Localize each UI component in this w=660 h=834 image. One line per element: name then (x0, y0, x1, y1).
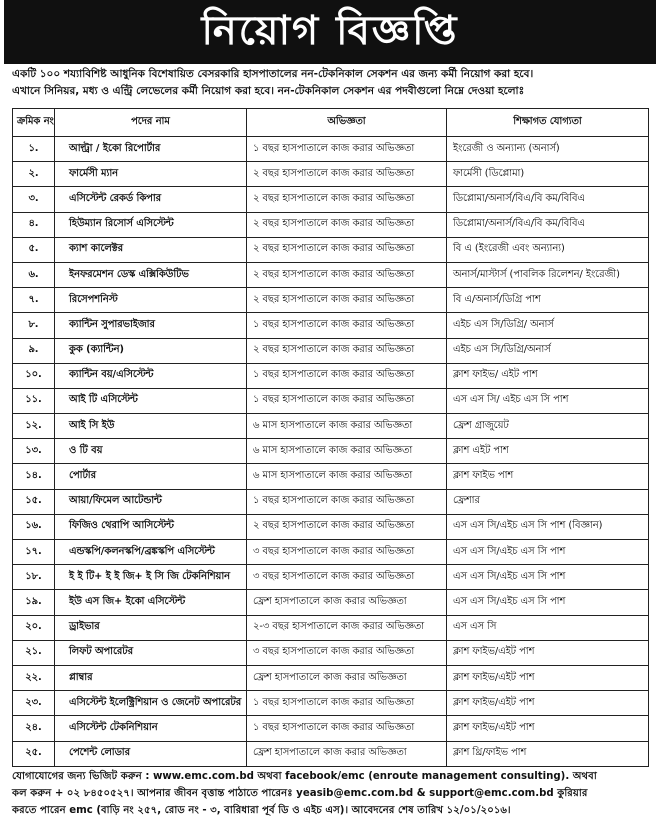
qualification-cell: অনার্স/মাস্টার্স (পাবলিক রিলেশন/ ইংরেজী) (447, 262, 649, 287)
post-name-cell: আয়া/ফিমেল আটেন্ডান্ট (55, 489, 247, 514)
serial-cell: ৪. (13, 212, 55, 237)
table-row (13, 237, 649, 262)
serial-cell: ৭. (13, 288, 55, 313)
experience-cell: ২ বছর হাসপাতালে কাজ করার অভিজ্ঞতা (247, 262, 447, 287)
serial-cell: ২৫. (13, 741, 55, 766)
post-name-cell: আল্ট্রা / ইকো রিপোর্টার (55, 137, 247, 162)
qualification-cell: ডিপ্লোমা/অনার্স/বিএ/বি কম/বিবিএ (447, 187, 649, 212)
job-circular-page (4, 0, 656, 834)
table-row (13, 615, 649, 640)
table-row (13, 363, 649, 388)
post-name-cell: এসিস্টেন্ট টেকনিশিয়ান (55, 716, 247, 741)
experience-cell: ১ বছর হাসপাতালে কাজ করার অভিজ্ঞতা (247, 691, 447, 716)
table-row (13, 388, 649, 413)
experience-cell: ২ বছর হাসপাতালে কাজ করার অভিজ্ঞতা (247, 162, 447, 187)
serial-cell: ১৭. (13, 540, 55, 565)
serial-cell: ৬. (13, 262, 55, 287)
qualification-cell: ক্লাশ ফাইভ/এইট পাশ (447, 640, 649, 665)
serial-cell: ১৯. (13, 590, 55, 615)
post-name-cell: ফিজিও থেরাপি আসিস্টেন্ট (55, 514, 247, 539)
post-name-cell: রিসেপশনিস্ট (55, 288, 247, 313)
post-name-cell: ক্যান্টিন বয়/এসিস্টেন্ট (55, 363, 247, 388)
serial-cell: ১১. (13, 388, 55, 413)
table-header-row (13, 109, 649, 137)
serial-cell: ১৩. (13, 439, 55, 464)
post-name-cell: এসিস্টেন্ট ইলেক্ট্রিশিয়ান ও জেনেট অপারেটর (55, 691, 247, 716)
serial-cell: ১৬. (13, 514, 55, 539)
serial-cell: ২২. (13, 665, 55, 690)
vacancy-table (12, 108, 649, 767)
experience-cell: ফ্রেশ হাসপাতালে কাজ করার অভিজ্ঞতা (247, 741, 447, 766)
footer-line: যোগাযোগের জন্য ভিজিট করুন : www.emc.com.bd অথবা facebook/emc (enroute management consulting). অথবা (12, 771, 597, 782)
table-row (13, 313, 649, 338)
post-name-cell: ই ই টি+ ই ই জি+ ই সি জি টেকনিশিয়ান (55, 565, 247, 590)
post-name-cell: লিফট অপারেটর (55, 640, 247, 665)
table-row (13, 414, 649, 439)
contact-footer (12, 768, 652, 819)
qualification-cell: বি এ/অনার্স/ডিগ্রি পাশ (447, 288, 649, 313)
qualification-cell: এইচ এস সি/ডিগ্রি/অনার্স (447, 338, 649, 363)
qualification-cell: ক্লাশ ফাইভ/এইট পাশ (447, 716, 649, 741)
serial-cell: ৯. (13, 338, 55, 363)
qualification-cell: ইংরেজী ও অন্যান্য (অনার্স) (447, 137, 649, 162)
post-name-cell: ক্যাশ কালেক্টর (55, 237, 247, 262)
table-row (13, 288, 649, 313)
qualification-cell: ক্লাশ এইট পাশ (447, 439, 649, 464)
qualification-cell: ক্লাশ ফাইভ পাশ (447, 464, 649, 489)
table-row (13, 162, 649, 187)
table-row (13, 464, 649, 489)
title-banner (4, 0, 656, 64)
serial-cell: ২১. (13, 640, 55, 665)
table-row (13, 565, 649, 590)
table-row (13, 691, 649, 716)
qualification-cell: এস এস সি/এইচ এস সি পাশ (বিজ্ঞান) (447, 514, 649, 539)
qualification-cell: ফার্মেসী (ডিপ্লোমা) (447, 162, 649, 187)
experience-cell: ২ বছর হাসপাতালে কাজ করার অভিজ্ঞতা (247, 237, 447, 262)
experience-cell: ফ্রেশ হাসপাতালে কাজ করার অভিজ্ঞতা (247, 665, 447, 690)
header-post-name: পদের নাম (55, 109, 247, 137)
table-row (13, 187, 649, 212)
table-row (13, 640, 649, 665)
qualification-cell: ক্লাশ থ্রি/ফাইভ পাশ (447, 741, 649, 766)
intro-paragraph (12, 66, 650, 100)
serial-cell: ২৩. (13, 691, 55, 716)
footer-line: করতে পারেন emc (বাড়ি নং ২৫৭, রোড নং - ৩, বারিধারা পূর্ব ডি ও এইচ এস)। আবেদনের শেষ তারিখ ১২/০১/২০১৬। (12, 805, 511, 816)
experience-cell: ৩ বছর হাসপাতালে কাজ করার অভিজ্ঞতা (247, 565, 447, 590)
qualification-cell: এস এস সি/এইচ এস সি পাশ (447, 590, 649, 615)
qualification-cell: ক্লাশ ফাইভ/এইট পাশ (447, 665, 649, 690)
experience-cell: ১ বছর হাসপাতালে কাজ করার অভিজ্ঞতা (247, 388, 447, 413)
post-name-cell: ফার্মেসী ম্যান (55, 162, 247, 187)
post-name-cell: প্লাম্বার (55, 665, 247, 690)
serial-cell: ১৮. (13, 565, 55, 590)
serial-cell: ৮. (13, 313, 55, 338)
page-title: নিয়োগ বিজ্ঞপ্তি (201, 6, 459, 54)
post-name-cell: আই সি ইউ (55, 414, 247, 439)
post-name-cell: কুক (ক্যান্টিন) (55, 338, 247, 363)
post-name-cell: হিউম্যান রিসোর্স এসিস্টেন্ট (55, 212, 247, 237)
table-row (13, 514, 649, 539)
experience-cell: ১ বছর হাসপাতালে কাজ করার অভিজ্ঞতা (247, 137, 447, 162)
experience-cell: ২-৩ বছর হাসপাতালে কাজ করার অভিজ্ঞতা (247, 615, 447, 640)
intro-line: এখানে সিনিয়র, মধ্য ও এন্ট্রি লেভেলের কর্মী নিয়োগ করা হবে। নন-টেকনিকাল সেকশন এর পদবীগুলো নিম্নে দেওয়া হলোঃ (12, 85, 525, 97)
experience-cell: ২ বছর হাসপাতালে কাজ করার অভিজ্ঞতা (247, 212, 447, 237)
experience-cell: ১ বছর হাসপাতালে কাজ করার অভিজ্ঞতা (247, 313, 447, 338)
qualification-cell: ফ্রেশ গ্রাজুয়েট (447, 414, 649, 439)
qualification-cell: এস এস সি (447, 615, 649, 640)
table-row (13, 489, 649, 514)
qualification-cell: এইচ এস সি/ডিগ্রি/ অনার্স (447, 313, 649, 338)
serial-cell: ২. (13, 162, 55, 187)
post-name-cell: ড্রাইভার (55, 615, 247, 640)
qualification-cell: এস এস সি/এইচ এস সি পাশ (447, 565, 649, 590)
intro-line: একটি ১০০ শয্যাবিশিষ্ট আধুনিক বিশেষায়িত বেসরকারি হাসপাতালের নন-টেকনিকাল সেকশন এর জন্য কর্মী নিয়োগ করা হবে। (12, 68, 534, 80)
serial-cell: ২৪. (13, 716, 55, 741)
serial-cell: ১. (13, 137, 55, 162)
post-name-cell: ও টি বয় (55, 439, 247, 464)
post-name-cell: এন্ডস্কপি/কলনস্কপি/ব্রঙ্কস্কপি এসিস্টেন্ট (55, 540, 247, 565)
serial-cell: ১৪. (13, 464, 55, 489)
table-row (13, 212, 649, 237)
serial-cell: ১২. (13, 414, 55, 439)
experience-cell: ১ বছর হাসপাতালে কাজ করার অভিজ্ঞতা (247, 716, 447, 741)
post-name-cell: পেশেন্ট লোডার (55, 741, 247, 766)
table-row (13, 262, 649, 287)
serial-cell: ২০. (13, 615, 55, 640)
experience-cell: ২ বছর হাসপাতালে কাজ করার অভিজ্ঞতা (247, 338, 447, 363)
qualification-cell: বি এ (ইংরেজী এবং অন্যান্য) (447, 237, 649, 262)
serial-cell: ৫. (13, 237, 55, 262)
serial-cell: ১০. (13, 363, 55, 388)
experience-cell: ১ বছর হাসপাতালে কাজ করার অভিজ্ঞতা (247, 363, 447, 388)
table-row (13, 338, 649, 363)
post-name-cell: আই টি এসিস্টেন্ট (55, 388, 247, 413)
serial-cell: ৩. (13, 187, 55, 212)
post-name-cell: ক্যান্টিন সুপারভাইজার (55, 313, 247, 338)
experience-cell: ২ বছর হাসপাতালে কাজ করার অভিজ্ঞতা (247, 514, 447, 539)
experience-cell: ১ বছর হাসপাতালে কাজ করার অভিজ্ঞতা (247, 489, 447, 514)
experience-cell: ৬ মাস হাসপাতালে কাজ করার অভিজ্ঞতা (247, 414, 447, 439)
experience-cell: ৬ মাস হাসপাতালে কাজ করার অভিজ্ঞতা (247, 439, 447, 464)
qualification-cell: ক্লাশ ফাইভ/এইট পাশ (447, 691, 649, 716)
experience-cell: ৩ বছর হাসপাতালে কাজ করার অভিজ্ঞতা (247, 640, 447, 665)
table-row (13, 137, 649, 162)
table-row (13, 665, 649, 690)
table-row (13, 741, 649, 766)
table-row (13, 439, 649, 464)
serial-cell: ১৫. (13, 489, 55, 514)
qualification-cell: ক্লাশ ফাইভ/ এইট পাশ (447, 363, 649, 388)
footer-line: কল করুন + ০২ ৮৪৫০৫২৭। আপনার জীবন বৃত্তান্ত পাঠাতে পারেনঃ yeasib@emc.com.bd & support@emc.com.bd কুরিয়ার (12, 788, 588, 799)
table-row (13, 590, 649, 615)
post-name-cell: ইনফরমেশন ডেস্ক এক্সিকিউটিভ (55, 262, 247, 287)
experience-cell: ৩ বছর হাসপাতালে কাজ করার অভিজ্ঞতা (247, 540, 447, 565)
experience-cell: ২ বছর হাসপাতালে কাজ করার অভিজ্ঞতা (247, 187, 447, 212)
post-name-cell: পোর্টার (55, 464, 247, 489)
table-row (13, 716, 649, 741)
post-name-cell: এসিস্টেন্ট রেকর্ড কিপার (55, 187, 247, 212)
header-qualification: শিক্ষাগত যোগ্যতা (447, 109, 649, 137)
qualification-cell: এস এস সি/এইচ এস সি পাশ (447, 540, 649, 565)
qualification-cell: ডিপ্লোমা/অনার্স/বিএ/বি কম/বিবিএ (447, 212, 649, 237)
experience-cell: ফ্রেশ হাসপাতালে কাজ করার অভিজ্ঞতা (247, 590, 447, 615)
table-row (13, 540, 649, 565)
experience-cell: ২ বছর হাসপাতালে কাজ করার অভিজ্ঞতা (247, 288, 447, 313)
header-experience: অভিজ্ঞতা (247, 109, 447, 137)
header-serial: ক্রমিক নং (13, 109, 55, 137)
qualification-cell: এস এস সি/ এইচ এস সি পাশ (447, 388, 649, 413)
post-name-cell: ইউ এস জি+ ইকো এসিস্টেন্ট (55, 590, 247, 615)
qualification-cell: ফ্রেশার (447, 489, 649, 514)
experience-cell: ৬ মাস হাসপাতালে কাজ করার অভিজ্ঞতা (247, 464, 447, 489)
